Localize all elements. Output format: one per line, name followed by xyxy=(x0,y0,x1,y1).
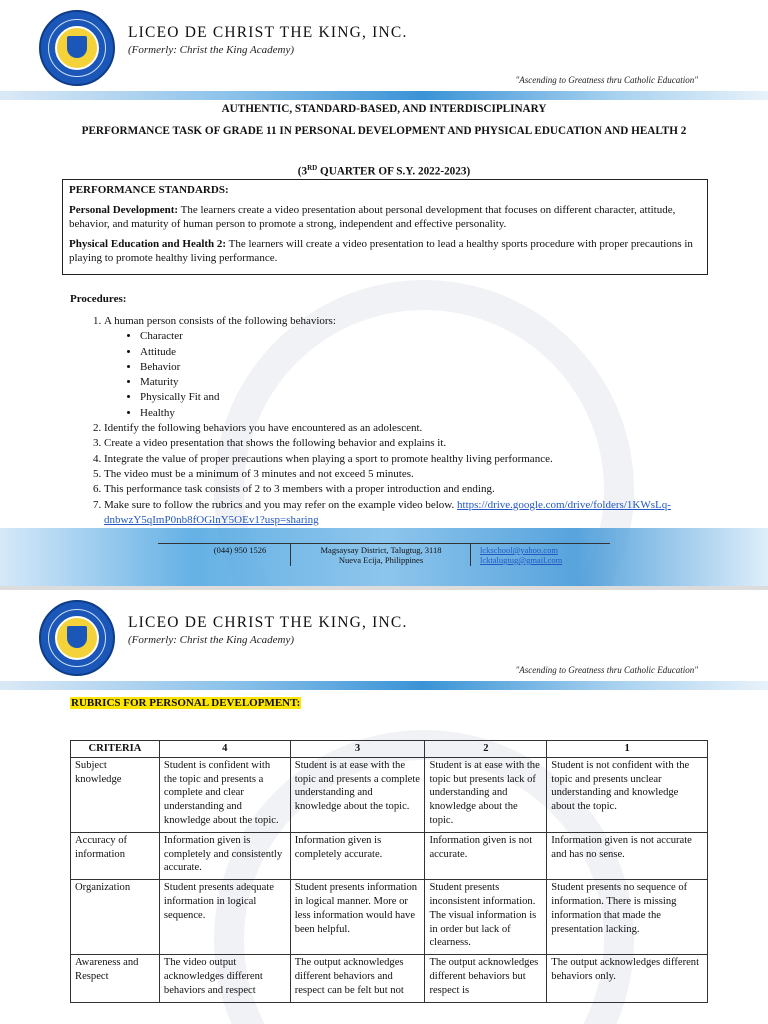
score-cell: Information given is completely accurate. xyxy=(290,832,425,879)
school-motto: "Ascending to Greatness thru Catholic Education" xyxy=(515,665,698,675)
performance-standards-box xyxy=(62,179,708,275)
score-cell: Student presents adequate information in logical sequence. xyxy=(159,880,290,955)
procedure-step: 3. Create a video presentation that shows the following behavior and explains it. xyxy=(104,436,710,451)
procedure-step: 7. Make sure to follow the rubrics and you may refer on the example video below. https://drive.google.com/drive/folders/1KWsLq-dnbwzY5qImP0nb8fOGlnY5OEv1?usp=sharing xyxy=(104,498,710,529)
header-score-1: 1 xyxy=(547,741,708,758)
table-row xyxy=(71,955,708,1002)
document-page-2 xyxy=(0,590,768,1024)
former-name: (Formerly: Christ the King Academy) xyxy=(128,634,294,646)
footer-phone: (044) 950 1526 xyxy=(213,545,267,555)
school-name: LICEO DE CHRIST THE KING, INC. xyxy=(128,24,408,41)
criteria-cell: Accuracy of information xyxy=(71,832,160,879)
criteria-cell: Organization xyxy=(71,880,160,955)
letterhead xyxy=(0,590,768,690)
score-cell: Information given is not accurate. xyxy=(425,832,547,879)
score-cell: Student presents inconsistent information. The visual information is in order but lack of clearness. xyxy=(425,880,547,955)
score-cell: Student is at ease with the topic but presents lack of understanding and knowledge about the topic. xyxy=(425,757,547,832)
list-item: • Physically Fit and xyxy=(140,390,710,405)
procedure-step: 2. Identify the following behaviors you have encountered as an adolescent. xyxy=(104,421,710,436)
score-cell: Information given is completely and consistently accurate. xyxy=(159,832,290,879)
footer-divider xyxy=(470,544,471,566)
table-row xyxy=(71,832,708,879)
procedures-heading: Procedures: xyxy=(70,293,127,305)
procedures-list xyxy=(70,314,710,528)
doc-title-line1: AUTHENTIC, STANDARD-BASED, AND INTERDISCIPLINARY xyxy=(221,103,547,115)
score-cell: Information given is not accurate and has no sense. xyxy=(547,832,708,879)
list-item: • Healthy xyxy=(140,406,710,421)
email-link[interactable]: lcktalugtug@gmail.com xyxy=(480,555,563,565)
procedure-step: 4. Integrate the value of proper precautions when playing a sport to promote healthy living performance. xyxy=(104,452,710,467)
footer-rule xyxy=(158,543,610,544)
list-item: • Maturity xyxy=(140,375,710,390)
doc-title-line2: PERFORMANCE TASK OF GRADE 11 IN PERSONAL DEVELOPMENT AND PHYSICAL EDUCATION AND HEALTH 2 xyxy=(81,125,687,137)
header-score-3: 3 xyxy=(290,741,425,758)
table-header-row xyxy=(71,741,708,758)
header-score-4: 4 xyxy=(159,741,290,758)
list-item: • Behavior xyxy=(140,360,710,375)
header-score-2: 2 xyxy=(425,741,547,758)
score-cell: The output acknowledges different behaviors and respect can be felt but not xyxy=(290,955,425,1002)
score-cell: Student is at ease with the topic and presents a complete understanding and knowledge about the topic. xyxy=(290,757,425,832)
footer-divider xyxy=(290,544,291,566)
score-cell: The output acknowledges different behaviors only. xyxy=(547,955,708,1002)
procedure-step: 6. This performance task consists of 2 to 3 members with a proper introduction and ending. xyxy=(104,482,710,497)
standard-physical-education: Physical Education and Health 2: The learners will create a video presentation to lead a healthy sports procedure with proper precautions in playing to promote healthy living performance. xyxy=(69,238,693,264)
header-criteria: CRITERIA xyxy=(71,741,160,758)
list-item: • Attitude xyxy=(140,345,710,360)
list-item: • Character xyxy=(140,329,710,344)
doc-title-quarter: (3RD QUARTER OF S.Y. 2022-2023) xyxy=(297,164,471,178)
rubric-title: RUBRICS FOR PERSONAL DEVELOPMENT: xyxy=(71,697,301,709)
school-seal-icon xyxy=(39,10,115,86)
procedure-step: 1. A human person consists of the following behaviors: • Character • Attitude • Behavior • Maturity • Physically Fit and • Healthy xyxy=(104,314,710,421)
score-cell: The video output acknowledges different behaviors and respect xyxy=(159,955,290,1002)
letterhead xyxy=(0,0,768,100)
score-cell: The output acknowledges different behaviors but respect is xyxy=(425,955,547,1002)
former-name: (Formerly: Christ the King Academy) xyxy=(128,44,294,56)
criteria-cell: Subject knowledge xyxy=(71,757,160,832)
score-cell: Student is not confident with the topic and presents unclear understanding and knowledge about the topic. xyxy=(547,757,708,832)
behaviors-list xyxy=(104,329,710,421)
table-row xyxy=(71,757,708,832)
criteria-cell: Awareness and Respect xyxy=(71,955,160,1002)
email-link[interactable]: lckschool@yahoo.com xyxy=(480,545,558,555)
table-row xyxy=(71,880,708,955)
rubric-table xyxy=(70,740,708,1003)
score-cell: Student is confident with the topic and presents a complete and clear understanding and knowledge about the topic. xyxy=(159,757,290,832)
school-motto: "Ascending to Greatness thru Catholic Education" xyxy=(515,75,698,85)
standard-personal-development: Personal Development: The learners create a video presentation about personal development that focuses on different character, attitude, behavior, and maturity of human person to promote a strong, independent and effective personality. xyxy=(69,204,676,230)
school-name: LICEO DE CHRIST THE KING, INC. xyxy=(128,614,408,631)
example-video-link[interactable]: https://drive.google.com/drive/folders/1KWsLq-dnbwzY5qImP0nb8fOGlnY5OEv1?usp=sharing xyxy=(104,498,671,526)
standards-heading: PERFORMANCE STANDARDS: xyxy=(69,184,229,196)
score-cell: Student presents no sequence of information. There is missing information that made the presentation lacking. xyxy=(547,880,708,955)
footer-emails xyxy=(480,545,562,565)
footer-address: Magsaysay District, Talugtug, 3118 Nueva Ecija, Philippines xyxy=(320,545,442,565)
procedure-step: 5. The video must be a minimum of 3 minutes and not exceed 5 minutes. xyxy=(104,467,710,482)
score-cell: Student presents information in logical manner. More or less information would have been helpful. xyxy=(290,880,425,955)
school-seal-icon xyxy=(39,600,115,676)
